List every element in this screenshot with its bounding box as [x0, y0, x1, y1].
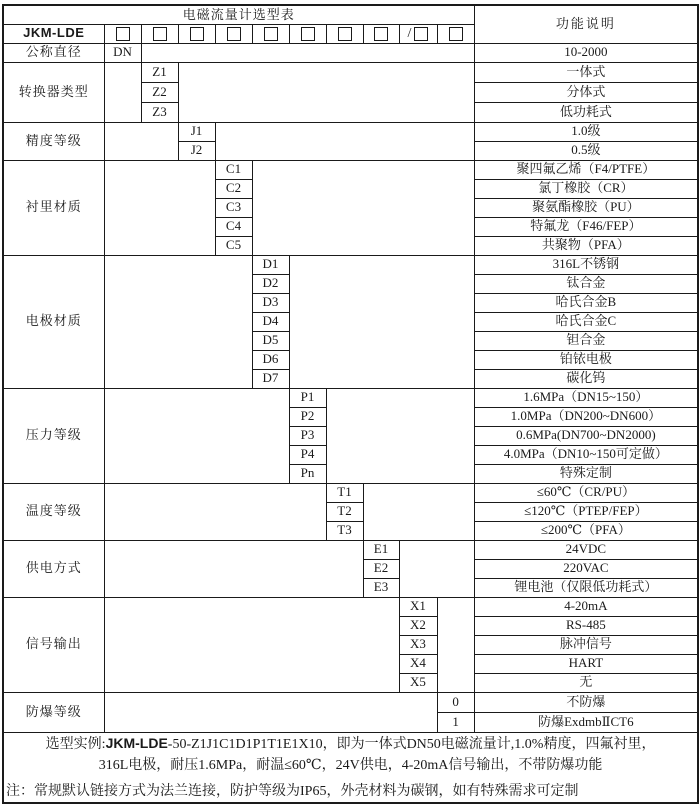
code-cell: Pn — [289, 464, 326, 483]
code-cell: D7 — [252, 369, 289, 388]
spacer-cell — [363, 483, 474, 540]
model-code-checkbox[interactable] — [374, 27, 388, 41]
desc-cell: 低功耗式 — [474, 102, 698, 122]
selection-example-line2: 316L电极，耐压1.6MPa，耐温≤60℃，24V供电，4-20mA信号输出，不带防爆功能 — [98, 757, 603, 773]
desc-cell: 4-20mA — [474, 597, 698, 616]
code-cell: D2 — [252, 274, 289, 293]
desc-cell: RS-485 — [474, 616, 698, 635]
desc-cell: 24VDC — [474, 540, 698, 559]
section-label-accuracy: 精度等级 — [3, 122, 104, 160]
section-label-power: 供电方式 — [3, 540, 104, 597]
code-cell: D5 — [252, 331, 289, 350]
table-title: 电磁流量计选型表 — [3, 5, 474, 24]
spacer-cell — [178, 62, 474, 122]
desc-cell: ≤60℃（CR/PU） — [474, 483, 698, 502]
spacer-cell — [252, 160, 474, 255]
code-cell: C5 — [215, 236, 252, 255]
code-cell: P2 — [289, 407, 326, 426]
code-cell: Z1 — [141, 62, 178, 82]
desc-cell: 10-2000 — [474, 43, 698, 62]
desc-cell: 哈氏合金B — [474, 293, 698, 312]
section-label-signal: 信号输出 — [3, 597, 104, 692]
checkbox-cell-e[interactable] — [363, 24, 399, 43]
code-cell: 0 — [437, 692, 474, 712]
model-code-checkbox[interactable] — [301, 27, 315, 41]
code-cell: D4 — [252, 312, 289, 331]
slash-separator: / — [407, 25, 412, 41]
code-cell: E2 — [363, 559, 399, 578]
spacer-cell — [104, 160, 215, 255]
code-cell: C1 — [215, 160, 252, 179]
desc-cell: 1.0MPa（DN200~DN600） — [474, 407, 698, 426]
spacer-cell — [104, 540, 363, 597]
example-model-code: JKM-LDE — [105, 734, 168, 751]
spacer-cell — [104, 62, 141, 122]
spacer-cell — [104, 122, 178, 160]
checkbox-cell-z[interactable] — [141, 24, 178, 43]
checkbox-cell-dn[interactable] — [104, 24, 141, 43]
desc-cell: 脉冲信号 — [474, 635, 698, 654]
desc-cell: 4.0MPa（DN10~150可定做） — [474, 445, 698, 464]
code-cell: D3 — [252, 293, 289, 312]
code-cell: T1 — [326, 483, 363, 502]
checkbox-cell-exp[interactable] — [437, 24, 474, 43]
code-cell: P1 — [289, 388, 326, 407]
spacer-cell — [399, 540, 474, 597]
desc-cell: 无 — [474, 673, 698, 692]
desc-cell: 不防爆 — [474, 692, 698, 712]
code-cell: D6 — [252, 350, 289, 369]
desc-cell: 分体式 — [474, 82, 698, 102]
function-column-header: 功能说明 — [474, 5, 698, 43]
checkbox-cell-x[interactable] — [399, 24, 437, 43]
code-cell: Z3 — [141, 102, 178, 122]
desc-cell: 聚四氟乙烯（F4/PTFE） — [474, 160, 698, 179]
spacer-cell — [437, 597, 474, 692]
desc-cell: 特氟龙（F46/FEP） — [474, 217, 698, 236]
code-cell: J1 — [178, 122, 215, 141]
desc-cell: 共聚物（PFA） — [474, 236, 698, 255]
code-cell: Z2 — [141, 82, 178, 102]
model-code-checkbox[interactable] — [190, 27, 204, 41]
checkbox-cell-c[interactable] — [215, 24, 252, 43]
example-prefix: 选型实例: — [45, 736, 106, 752]
desc-cell: ≤120℃（PTEP/FEP） — [474, 502, 698, 521]
code-cell: P4 — [289, 445, 326, 464]
desc-cell: 铂铱电极 — [474, 350, 698, 369]
spacer-cell — [289, 255, 474, 388]
model-code-checkbox[interactable] — [264, 27, 278, 41]
desc-cell: 碳化钨 — [474, 369, 698, 388]
checkbox-cell-j[interactable] — [178, 24, 215, 43]
desc-cell: 1.0级 — [474, 122, 698, 141]
example-rest: -50-Z1J1C1D1P1T1E1X10，即为一体式DN50电磁流量计,1.0%精度，四氟衬里， — [167, 736, 656, 752]
section-label-temperature: 温度等级 — [3, 483, 104, 540]
checkbox-cell-d[interactable] — [252, 24, 289, 43]
spacer-cell — [326, 388, 474, 483]
code-cell: J2 — [178, 141, 215, 160]
desc-cell: 1.6MPa（DN15~150） — [474, 388, 698, 407]
model-code-checkbox[interactable] — [449, 27, 463, 41]
selection-table — [2, 4, 699, 804]
code-cell: C4 — [215, 217, 252, 236]
model-code-checkbox[interactable] — [227, 27, 241, 41]
code-cell: X3 — [399, 635, 437, 654]
footer-note: 注：常规默认链接方式为法兰连接，防护等级为IP65，外壳材料为碳钢，如有特殊需求可定制 — [6, 783, 579, 799]
code-cell: C3 — [215, 198, 252, 217]
spacer-cell — [215, 122, 474, 160]
desc-cell: ≤200℃（PFA） — [474, 521, 698, 540]
desc-cell: 哈氏合金C — [474, 312, 698, 331]
desc-cell: HART — [474, 654, 698, 673]
desc-cell: 一体式 — [474, 62, 698, 82]
code-cell: X1 — [399, 597, 437, 616]
desc-cell: 0.6MPa(DN700~DN2000) — [474, 426, 698, 445]
section-label-converter: 转换器类型 — [3, 62, 104, 122]
section-label-lining: 衬里材质 — [3, 160, 104, 255]
code-cell: E3 — [363, 578, 399, 597]
desc-cell: 钽合金 — [474, 331, 698, 350]
code-cell: DN — [104, 43, 141, 62]
section-label-diameter: 公称直径 — [3, 43, 104, 62]
desc-cell: 220VAC — [474, 559, 698, 578]
section-label-explosionproof: 防爆等级 — [3, 692, 104, 732]
model-code-checkbox[interactable] — [338, 27, 352, 41]
checkbox-cell-t[interactable] — [326, 24, 363, 43]
code-cell: T3 — [326, 521, 363, 540]
spacer-cell — [104, 597, 399, 692]
model-code-checkbox[interactable] — [116, 27, 130, 41]
spacer-cell — [141, 43, 474, 62]
desc-cell: 钛合金 — [474, 274, 698, 293]
desc-cell: 锂电池（仅限低功耗式） — [474, 578, 698, 597]
desc-cell: 氯丁橡胶（CR） — [474, 179, 698, 198]
section-label-electrode: 电极材质 — [3, 255, 104, 388]
spacer-cell — [104, 483, 326, 540]
desc-cell: 特殊定制 — [474, 464, 698, 483]
model-prefix: JKM-LDE — [3, 24, 104, 43]
model-code-checkbox[interactable] — [153, 27, 167, 41]
model-code-checkbox[interactable] — [414, 27, 428, 41]
code-cell: X2 — [399, 616, 437, 635]
code-cell: X5 — [399, 673, 437, 692]
code-cell: C2 — [215, 179, 252, 198]
code-cell: P3 — [289, 426, 326, 445]
desc-cell: 316L不锈钢 — [474, 255, 698, 274]
code-cell: E1 — [363, 540, 399, 559]
spacer-cell — [104, 388, 289, 483]
desc-cell: 0.5级 — [474, 141, 698, 160]
selection-example-line1 — [6, 733, 695, 755]
spacer-cell — [104, 692, 437, 732]
code-cell: T2 — [326, 502, 363, 521]
checkbox-cell-p[interactable] — [289, 24, 326, 43]
spacer-cell — [104, 255, 252, 388]
code-cell: D1 — [252, 255, 289, 274]
footer-cell — [3, 732, 698, 803]
desc-cell: 聚氨酯橡胶（PU） — [474, 198, 698, 217]
code-cell: X4 — [399, 654, 437, 673]
section-label-pressure: 压力等级 — [3, 388, 104, 483]
desc-cell: 防爆ExdmbⅡCT6 — [474, 712, 698, 732]
code-cell: 1 — [437, 712, 474, 732]
